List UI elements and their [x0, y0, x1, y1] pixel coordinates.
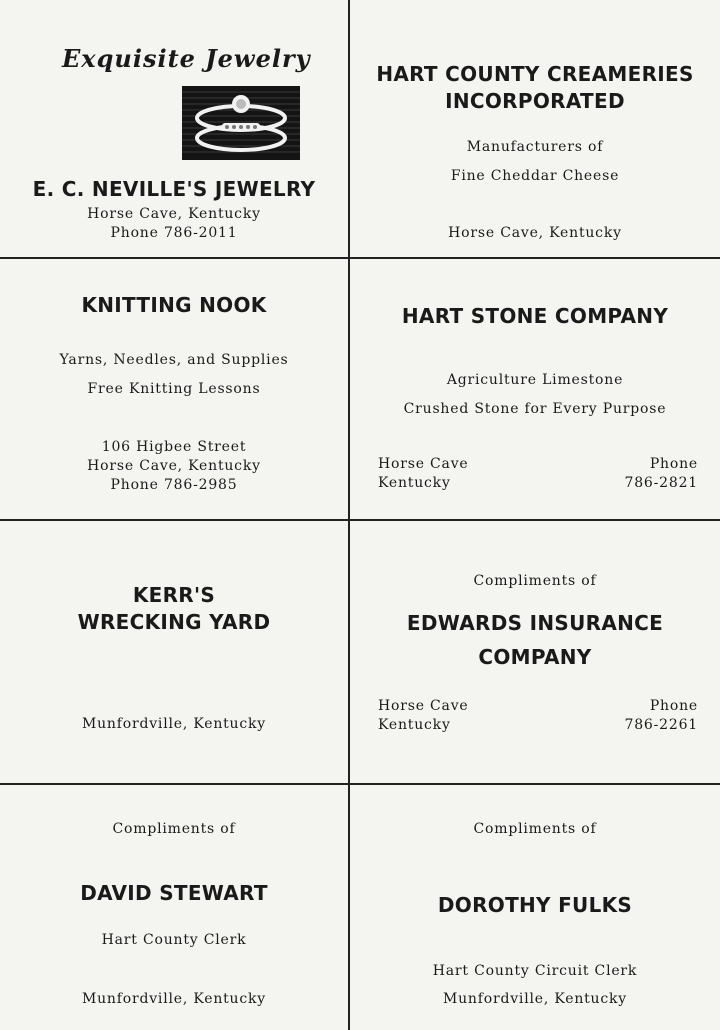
compliments-line: Compliments of	[473, 573, 597, 589]
city-line: Horse Cave, Kentucky	[448, 225, 622, 241]
city-line: Horse Cave, Kentucky	[87, 206, 261, 222]
business-name-line-2: INCORPORATED	[445, 89, 625, 113]
office-title: Hart County Clerk	[101, 932, 247, 948]
state-line: Kentucky	[378, 717, 451, 733]
compliments-line: Compliments of	[473, 821, 597, 837]
business-name: E. C. NEVILLE'S JEWELRY	[32, 177, 316, 201]
business-name: HART STONE COMPANY	[401, 304, 669, 328]
script-title: Exquisite Jewelry	[62, 44, 311, 73]
phone-label: Phone	[649, 698, 698, 714]
ad-david-stewart	[0, 785, 348, 1030]
business-name-line-2: COMPANY	[478, 645, 592, 669]
phone-line: Phone 786-2011	[110, 225, 238, 241]
tagline-2: Crushed Stone for Every Purpose	[403, 401, 667, 417]
business-name-line-1: HART COUNTY CREAMERIES	[376, 62, 694, 86]
city-line: Horse Cave, Kentucky	[87, 458, 261, 474]
business-name: KNITTING NOOK	[81, 293, 267, 317]
phone-label: Phone	[649, 456, 698, 472]
tagline-1: Manufacturers of	[466, 139, 604, 155]
tagline-1: Agriculture Limestone	[446, 372, 624, 388]
phone-number: 786-2261	[624, 717, 698, 733]
business-name-line-1: EDWARDS INSURANCE	[406, 611, 664, 635]
tagline-1: Yarns, Needles, and Supplies	[59, 352, 289, 368]
office-title: Hart County Circuit Clerk	[432, 963, 638, 979]
ring-pair-icon	[182, 86, 300, 160]
phone-line: Phone 786-2985	[110, 477, 238, 493]
state-line: Kentucky	[378, 475, 451, 491]
ad-edwards-insurance	[350, 521, 720, 783]
tagline-2: Free Knitting Lessons	[87, 381, 261, 397]
person-name: DOROTHY FULKS	[437, 893, 633, 917]
ad-hart-stone-company	[350, 259, 720, 519]
ad-knitting-nook	[0, 259, 348, 519]
phone-number: 786-2821	[624, 475, 698, 491]
city-line: Munfordville, Kentucky	[442, 991, 628, 1007]
city-line: Munfordville, Kentucky	[81, 991, 267, 1007]
ad-kerrs-wrecking-yard	[0, 521, 348, 783]
town-line: Horse Cave	[378, 698, 469, 714]
business-name-line-2: WRECKING YARD	[77, 610, 271, 634]
compliments-line: Compliments of	[112, 821, 236, 837]
city-line: Munfordville, Kentucky	[81, 716, 267, 732]
town-line: Horse Cave	[378, 456, 469, 472]
ad-dorothy-fulks	[350, 785, 720, 1030]
business-name-line-1: KERR'S	[132, 583, 216, 607]
tagline-2: Fine Cheddar Cheese	[450, 168, 620, 184]
street-line: 106 Higbee Street	[101, 439, 247, 455]
ad-neville-jewelry	[0, 0, 348, 257]
ad-hart-county-creameries	[350, 0, 720, 257]
person-name: DAVID STEWART	[80, 881, 268, 905]
